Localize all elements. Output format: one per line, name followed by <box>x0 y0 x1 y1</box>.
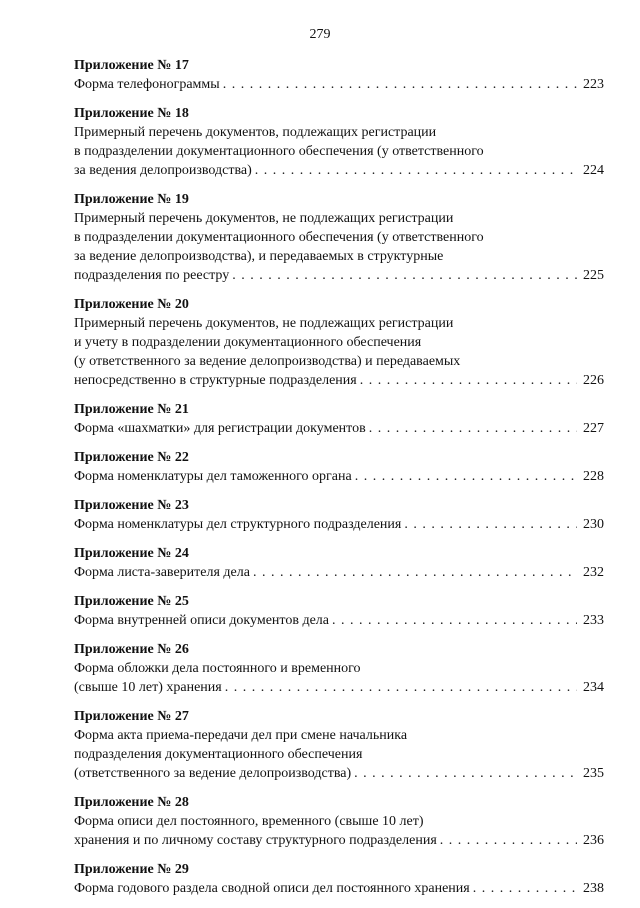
toc-entry-page-number: 227 <box>583 421 604 436</box>
toc-entry <box>74 496 604 534</box>
toc-entry-page-number: 224 <box>583 163 604 178</box>
toc-entry <box>74 104 604 180</box>
dot-leader <box>404 515 577 534</box>
dot-leader <box>360 371 577 390</box>
toc-entry-last-line <box>74 611 604 630</box>
toc-entry-heading: Приложение № 22 <box>74 450 189 465</box>
toc-entry-last-line <box>74 75 604 94</box>
toc-entry-heading: Приложение № 20 <box>74 297 189 312</box>
toc-entry-heading: Приложение № 29 <box>74 862 189 877</box>
toc-entry-last-line <box>74 266 604 285</box>
toc-entry-last-line <box>74 563 604 582</box>
toc-entry-title-line: непосредственно в структурные подразделения <box>74 373 357 388</box>
toc-entry-title-line: Примерный перечень документов, не подлежащих регистрации <box>74 211 454 226</box>
toc-entry <box>74 640 604 697</box>
toc-entry-heading: Приложение № 27 <box>74 709 189 724</box>
toc-entry-title-line: хранения и по личному составу структурного подразделения <box>74 833 437 848</box>
toc-entry <box>74 190 604 285</box>
toc-entry <box>74 544 604 582</box>
dot-leader <box>232 266 577 285</box>
dot-leader <box>255 161 577 180</box>
toc-entry-title-line: и учету в подразделении документационного обеспечения <box>74 335 422 350</box>
toc-entry-title-line: в подразделении документационного обеспечения (у ответственного <box>74 144 484 159</box>
toc-entry-heading: Приложение № 23 <box>74 498 189 513</box>
toc-entry-heading: Приложение № 21 <box>74 402 189 417</box>
toc-entry-last-line <box>74 419 604 438</box>
toc-entry-title-line: Примерный перечень документов, подлежащих регистрации <box>74 125 437 140</box>
toc-entry <box>74 793 604 850</box>
toc-entry-page-number: 226 <box>583 373 604 388</box>
toc-entry <box>74 295 604 390</box>
toc-entry-title-line: Форма номенклатуры дел таможенного органа <box>74 469 352 484</box>
toc-entry-title-line: Форма «шахматки» для регистрации документов <box>74 421 366 436</box>
dot-leader <box>473 879 577 898</box>
toc-entry-title-line: Форма акта приема-передачи дел при смене начальника <box>74 728 408 743</box>
toc-entry-title-line: Форма телефонограммы <box>74 77 220 92</box>
toc-entry-title-line: Форма номенклатуры дел структурного подразделения <box>74 517 402 532</box>
toc-entry-title-line: Примерный перечень документов, не подлежащих регистрации <box>74 316 454 331</box>
toc-entry-page-number: 235 <box>583 766 604 781</box>
toc-entry-heading: Приложение № 26 <box>74 642 189 657</box>
toc-entry-page-number: 230 <box>583 517 604 532</box>
dot-leader <box>369 419 577 438</box>
toc-entry-heading: Приложение № 25 <box>74 594 189 609</box>
toc-entry <box>74 707 604 783</box>
toc-entry-page-number: 225 <box>583 268 604 283</box>
toc-entry-page-number: 233 <box>583 613 604 628</box>
toc-entry-last-line <box>74 371 604 390</box>
toc-entry-title-line: Форма внутренней описи документов дела <box>74 613 330 628</box>
toc-entry-last-line <box>74 879 604 898</box>
toc-entry-title-line: за ведение делопроизводства), и передаваемых в структурные <box>74 249 444 264</box>
toc-entry-heading: Приложение № 24 <box>74 546 189 561</box>
page-number: 279 <box>309 27 331 42</box>
toc-entry-title-line: (у ответственного за ведение делопроизводства) и передаваемых <box>74 354 461 369</box>
toc-entry-title-line: (ответственного за ведение делопроизводства) <box>74 766 352 781</box>
toc-entry-page-number: 232 <box>583 565 604 580</box>
toc-entry-page-number: 238 <box>583 881 604 896</box>
toc-entry-last-line <box>74 467 604 486</box>
dot-leader <box>440 831 577 850</box>
toc-entry-page-number: 223 <box>583 77 604 92</box>
toc-entry-title-line: подразделения документационного обеспечения <box>74 747 363 762</box>
toc-entry-title-line: Форма годового раздела сводной описи дел постоянного хранения <box>74 881 470 896</box>
toc-entry <box>74 592 604 630</box>
toc-entry-page-number: 236 <box>583 833 604 848</box>
toc-entry <box>74 448 604 486</box>
toc-entry-last-line <box>74 764 604 783</box>
toc-entry-title-line: Форма обложки дела постоянного и временного <box>74 661 361 676</box>
toc-entry-title-line: за ведения делопроизводства) <box>74 163 252 178</box>
toc-entry-heading: Приложение № 19 <box>74 192 189 207</box>
toc-entry-last-line <box>74 678 604 697</box>
toc-entry-title-line: Форма описи дел постоянного, временного (свыше 10 лет) <box>74 814 424 829</box>
toc-entry-last-line <box>74 831 604 850</box>
dot-leader <box>223 75 577 94</box>
toc-entry-title-line: (свыше 10 лет) хранения <box>74 680 222 695</box>
dot-leader <box>253 563 577 582</box>
toc-entry-heading: Приложение № 17 <box>74 58 189 73</box>
toc-entry-heading: Приложение № 28 <box>74 795 189 810</box>
dot-leader <box>225 678 577 697</box>
dot-leader <box>355 467 577 486</box>
toc-entry-title-line: в подразделении документационного обеспечения (у ответственного <box>74 230 484 245</box>
toc-entry <box>74 56 604 94</box>
toc-entry-title-line: подразделения по реестру <box>74 268 230 283</box>
toc-entry <box>74 860 604 898</box>
toc-entry-page-number: 228 <box>583 469 604 484</box>
dot-leader <box>354 764 577 783</box>
toc-entry-heading: Приложение № 18 <box>74 106 189 121</box>
toc-entry <box>74 400 604 438</box>
toc-entry-page-number: 234 <box>583 680 604 695</box>
toc-entry-title-line: Форма листа-заверителя дела <box>74 565 250 580</box>
toc-entry-last-line <box>74 515 604 534</box>
toc-entry-last-line <box>74 161 604 180</box>
dot-leader <box>332 611 577 630</box>
table-of-contents <box>74 56 604 908</box>
